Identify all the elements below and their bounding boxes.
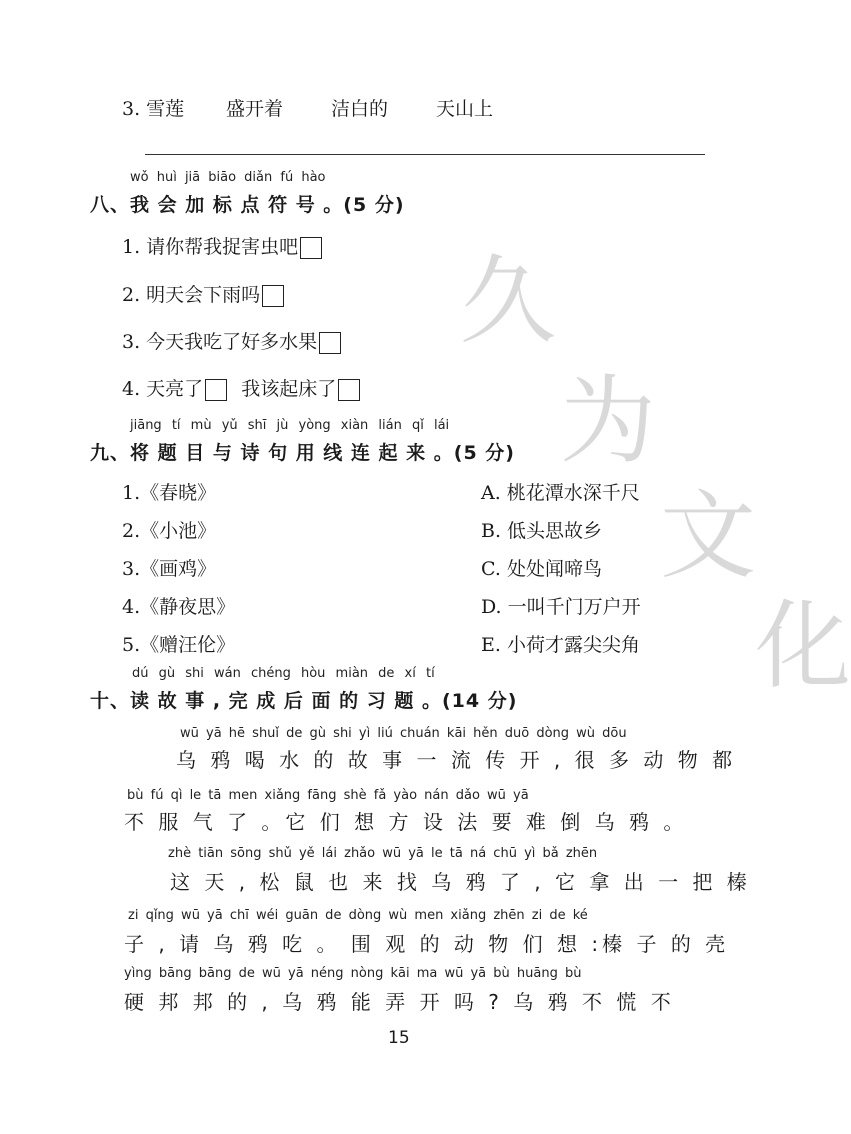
story-pinyin: bù fú qì le tā men xiǎng fāng shè fǎ yào nán dǎo wū yā <box>127 788 529 803</box>
q8-item-text: 1. 请你帮我捉害虫吧 <box>122 236 299 258</box>
q7-word: 3. 雪莲 <box>122 98 185 120</box>
punctuation-box[interactable] <box>300 237 322 259</box>
poem-title[interactable]: 3.《画鸡》 <box>122 558 217 580</box>
q7-word: 盛开着 <box>226 98 284 120</box>
story-text: 不 服 气 了 。它 们 想 方 设 法 要 难 倒 乌 鸦 。 <box>124 810 688 834</box>
q8-pinyin: wǒ huì jiā biāo diǎn fú hào <box>130 170 326 185</box>
poem-line[interactable]: E. 小荷才露尖尖角 <box>481 634 640 656</box>
poem-title[interactable]: 5.《赠汪伦》 <box>122 634 236 656</box>
story-pinyin: yìng bāng bāng de wū yā néng nòng kāi ma wū yā bù huāng bù <box>124 966 582 981</box>
poem-line[interactable]: A. 桃花潭水深千尺 <box>481 482 640 504</box>
story-pinyin: zi qǐng wū yā chī wéi guān de dòng wù men xiǎng zhēn zi de ké <box>128 908 588 923</box>
poem-line[interactable]: C. 处处闻啼鸟 <box>481 558 602 580</box>
q8-item-text: 我该起床了 <box>241 378 337 400</box>
q7-word: 洁白的 <box>331 98 389 120</box>
q8-item <box>122 280 284 307</box>
q8-item <box>122 232 322 259</box>
watermark-char: 为 <box>560 365 656 477</box>
story-text: 乌 鸦 喝 水 的 故 事 一 流 传 开 , 很 多 动 物 都 <box>176 748 737 772</box>
punctuation-box[interactable] <box>262 285 284 307</box>
q8-item <box>122 327 341 354</box>
q9-heading: 九、将 题 目 与 诗 句 用 线 连 起 来 。(5 分) <box>90 442 515 464</box>
story-pinyin: zhè tiān sōng shǔ yě lái zhǎo wū yā le tā ná chū yì bǎ zhēn <box>168 846 598 861</box>
q8-heading: 八、我 会 加 标 点 符 号 。(5 分) <box>90 194 405 216</box>
punctuation-box[interactable] <box>205 379 227 401</box>
story-text: 这 天 , 松 鼠 也 来 找 乌 鸦 了 , 它 拿 出 一 把 榛 <box>170 870 751 894</box>
punctuation-box[interactable] <box>319 332 341 354</box>
q8-item-text: 4. 天亮了 <box>122 378 204 400</box>
answer-line[interactable] <box>145 154 705 155</box>
punctuation-box[interactable] <box>338 379 360 401</box>
q10-pinyin: dú gù shi wán chéng hòu miàn de xí tí <box>132 666 435 681</box>
story-text: 子 , 请 乌 鸦 吃 。 围 观 的 动 物 们 想 :榛 子 的 壳 <box>124 932 730 956</box>
page-number: 15 <box>388 1028 410 1048</box>
q9-pinyin: jiāng tí mù yǔ shī jù yòng xiàn lián qǐ lái <box>130 418 450 433</box>
story-text: 硬 邦 邦 的 , 乌 鸦 能 弄 开 吗 ? 乌 鸦 不 慌 不 <box>124 990 675 1014</box>
watermark-char: 久 <box>460 245 556 357</box>
poem-title[interactable]: 4.《静夜思》 <box>122 596 236 618</box>
q8-item-text: 3. 今天我吃了好多水果 <box>122 331 318 353</box>
poem-title[interactable]: 2.《小池》 <box>122 520 217 542</box>
poem-line[interactable]: B. 低头思故乡 <box>481 520 603 542</box>
watermark-char: 文 <box>660 480 756 592</box>
watermark-char: 化 <box>755 590 851 702</box>
story-pinyin: wū yā hē shuǐ de gù shi yì liú chuán kāi hěn duō dòng wù dōu <box>180 726 627 741</box>
q7-word: 天山上 <box>436 98 494 120</box>
poem-line[interactable]: D. 一叫千门万户开 <box>481 596 641 618</box>
q8-item <box>122 374 360 401</box>
q8-item-text: 2. 明天会下雨吗 <box>122 284 261 306</box>
poem-title[interactable]: 1.《春晓》 <box>122 482 217 504</box>
q10-heading: 十、读 故 事 , 完 成 后 面 的 习 题 。(14 分) <box>90 690 518 712</box>
